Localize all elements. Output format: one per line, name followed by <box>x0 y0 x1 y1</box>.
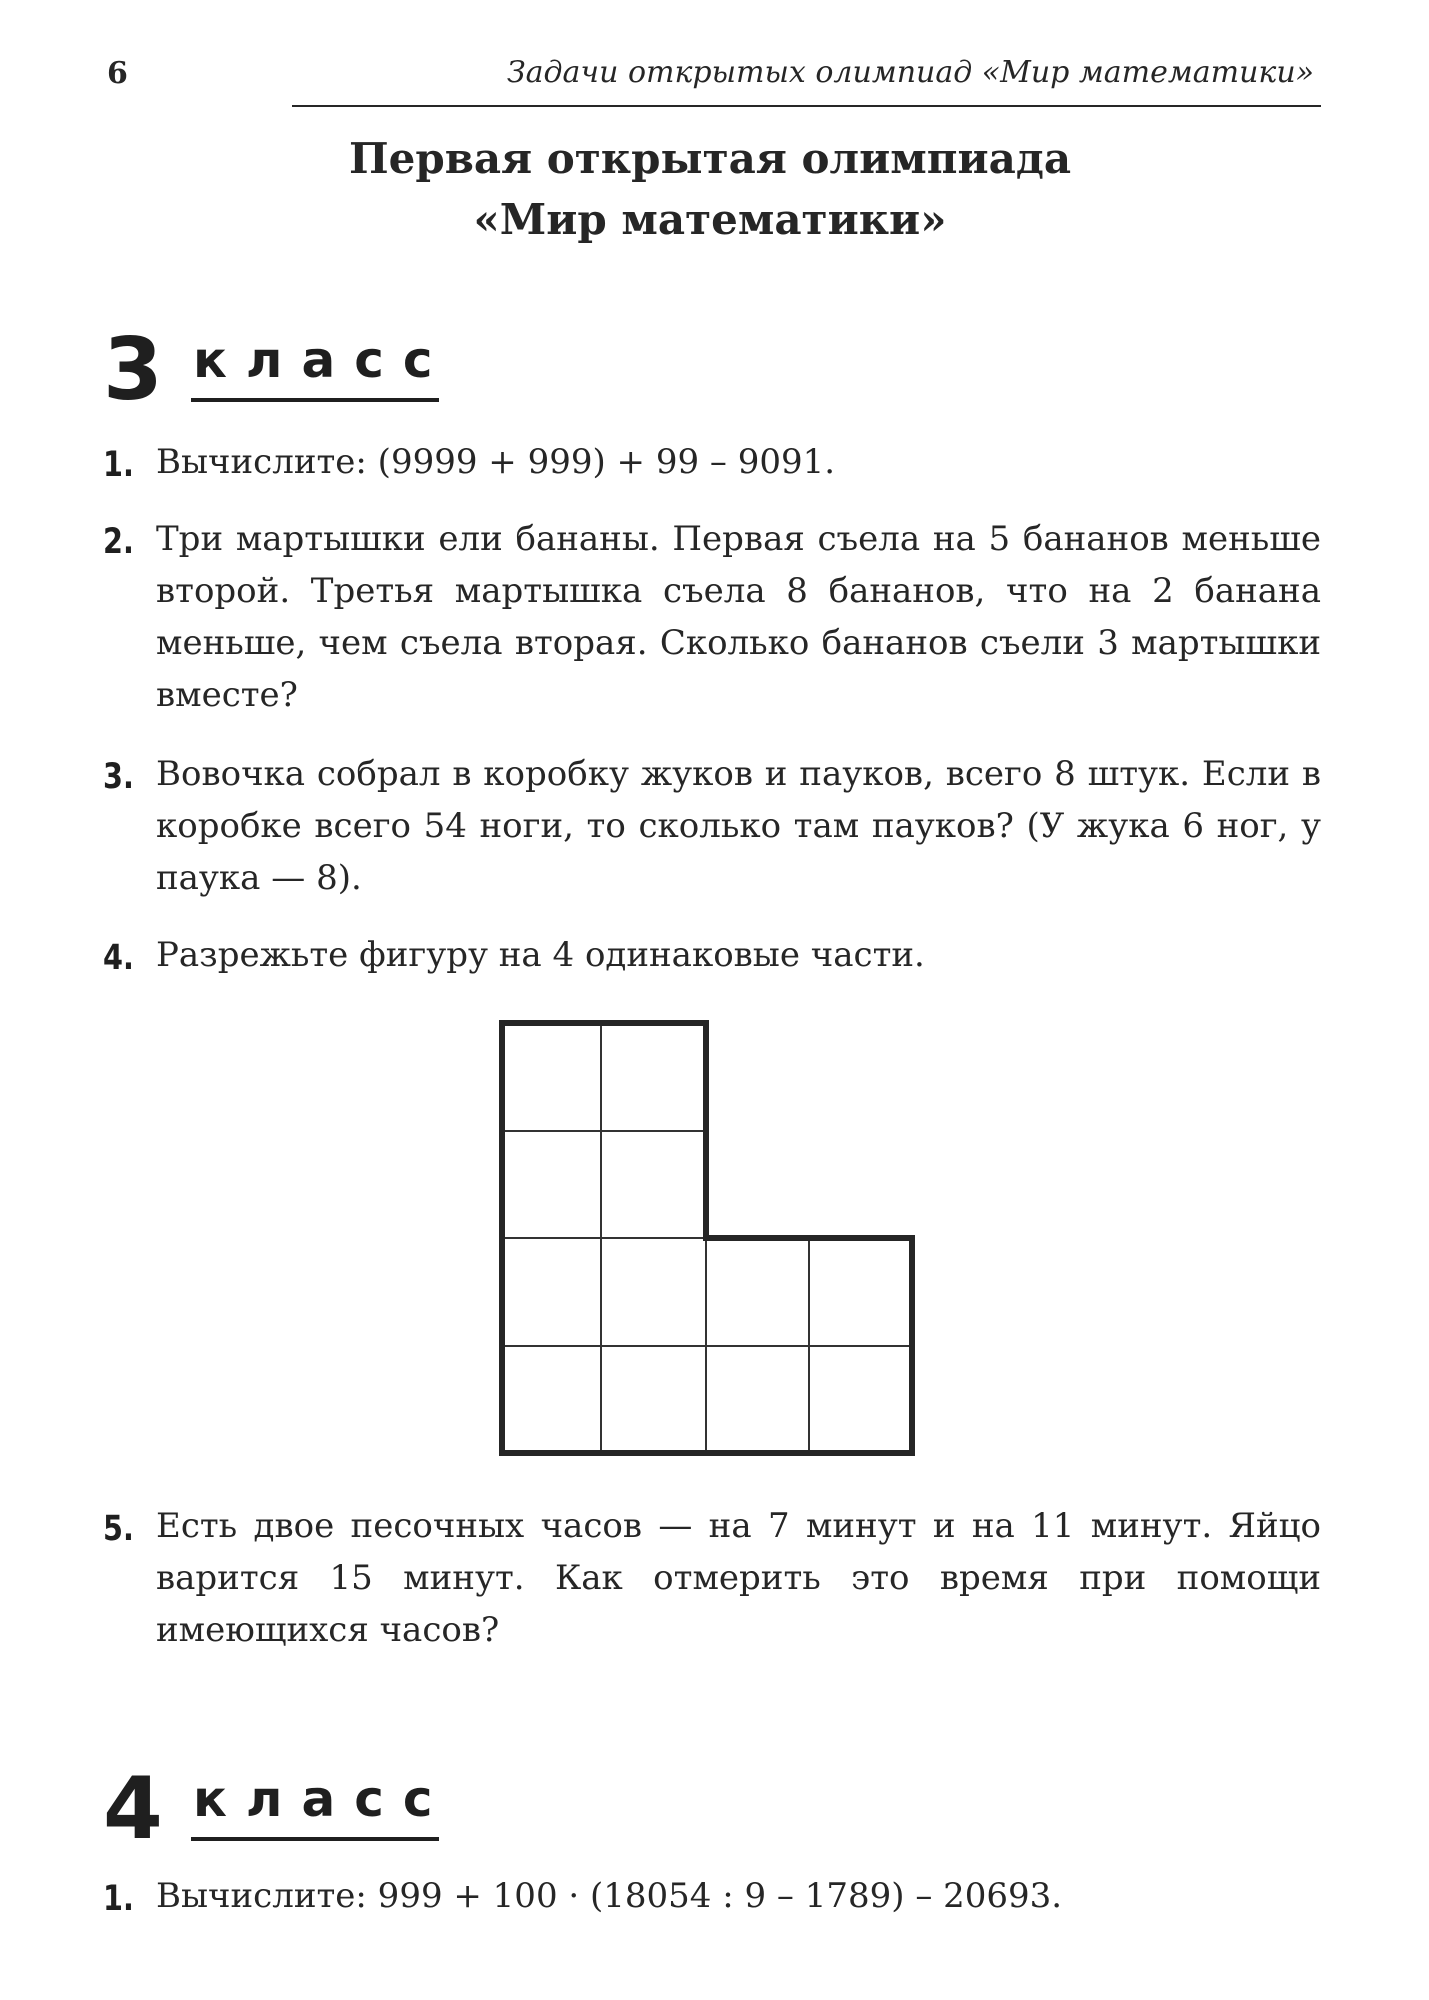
page-title-line-1: Первая открытая олимпиада <box>348 134 1072 183</box>
running-header: Задачи открытых олимпиад «Мир математики» <box>506 55 1314 90</box>
grade-number: 3 <box>103 320 163 420</box>
problem-text: Вычислите: 999 + 100 · (18054 : 9 – 1789) – 20693. <box>156 1876 1063 1916</box>
header-rule <box>292 105 1321 107</box>
problem-number: 2. <box>103 522 134 562</box>
problem-3-1 <box>103 436 1321 488</box>
problem-text: Есть двое песочных часов — на 7 минут и на 11 минут. Яйцо варится 15 минут. Как отмерить это время при помощи имеющихся часов? <box>156 1506 1321 1650</box>
problem-3-2 <box>103 513 1321 721</box>
problem-3-3 <box>103 748 1321 904</box>
page-title <box>200 128 1220 250</box>
grade-underline <box>191 398 439 402</box>
l-shape-grid <box>495 1016 919 1460</box>
grade-word: класс <box>193 331 452 389</box>
grade-underline <box>191 1837 439 1841</box>
problem-number: 5. <box>103 1509 134 1549</box>
problem-4-1 <box>103 1870 1321 1922</box>
grade-word: класс <box>193 1770 452 1828</box>
problem-number: 1. <box>103 1879 134 1919</box>
problem-number: 1. <box>103 445 134 485</box>
page-number: 6 <box>107 56 128 91</box>
problem-3-4 <box>103 929 1321 981</box>
page-title-line-2: «Мир математики» <box>473 195 947 244</box>
problem-text: Три мартышки ели бананы. Первая съела на 5 бананов меньше второй. Третья мартышка съела 8 бананов, что на 2 банана меньше, чем съела вторая. Сколько бананов съели 3 мартышки вместе? <box>156 519 1321 715</box>
grade-number: 4 <box>103 1759 163 1859</box>
problem-number: 3. <box>103 757 134 797</box>
l-shape-figure <box>495 1016 919 1460</box>
problem-text: Вычислите: (9999 + 999) + 99 – 9091. <box>156 442 836 482</box>
problem-3-5 <box>103 1500 1321 1656</box>
problem-number: 4. <box>103 938 134 978</box>
problem-text: Разрежьте фигуру на 4 одинаковые части. <box>156 935 925 975</box>
problem-text: Вовочка собрал в коробку жуков и пауков, всего 8 штук. Если в коробке всего 54 ноги, то сколько там пауков? (У жука 6 ног, у паука — 8). <box>156 754 1321 898</box>
